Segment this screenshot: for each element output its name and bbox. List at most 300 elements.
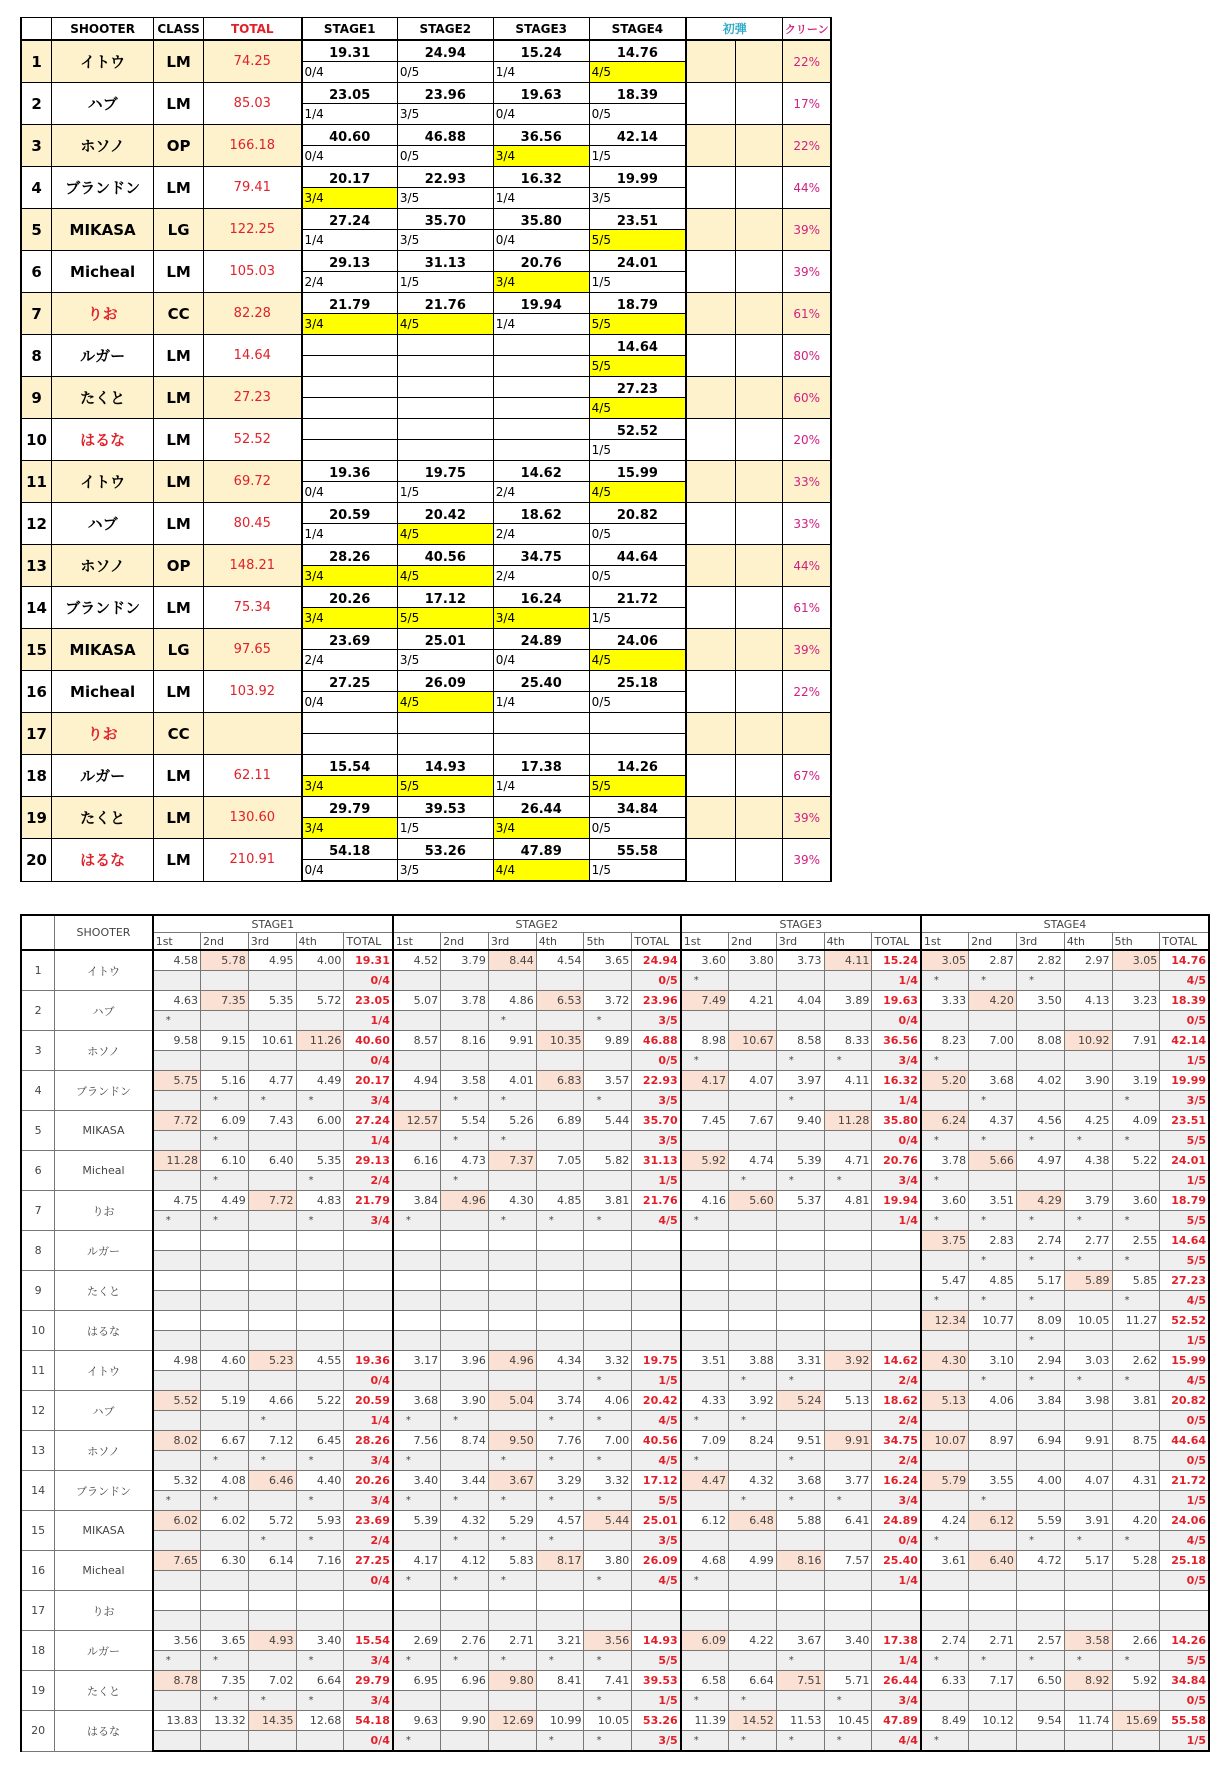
stage-result: 2/4 — [872, 1411, 921, 1431]
shot-mark — [153, 1051, 201, 1071]
stage-hits: 1/5 — [589, 860, 686, 882]
shot-mark: * — [776, 1371, 824, 1391]
shot-time: 5.88 — [776, 1511, 824, 1531]
shot-time: 9.63 — [393, 1711, 441, 1731]
shot-mark — [200, 1611, 248, 1631]
shot-time: 4.83 — [296, 1191, 344, 1211]
shot-time: 4.09 — [1112, 1111, 1160, 1131]
stage-total: 20.76 — [872, 1151, 921, 1171]
stage-time: 46.88 — [397, 125, 493, 146]
shot-time: 7.35 — [200, 1671, 248, 1691]
total-time: 210.91 — [204, 839, 302, 882]
stage-total: 17.38 — [872, 1631, 921, 1651]
shot-time: 4.97 — [1016, 1151, 1064, 1171]
stage-time: 14.64 — [589, 335, 686, 356]
shot-mark — [393, 1531, 441, 1551]
stage-result: 3/5 — [632, 1731, 681, 1752]
stage-total: 27.24 — [344, 1111, 393, 1131]
shot-time: 10.77 — [969, 1311, 1017, 1331]
stage-time: 20.59 — [302, 503, 398, 524]
shot-time: 3.65 — [584, 950, 632, 971]
shot-mark — [1112, 1451, 1160, 1471]
shot-mark — [536, 1611, 584, 1631]
shot-mark — [248, 1211, 296, 1231]
shot-mark — [921, 1251, 969, 1271]
stage-time: 14.62 — [493, 461, 589, 482]
stage-time: 53.26 — [397, 839, 493, 860]
first-shot-a — [686, 83, 735, 125]
shot-mark: * — [969, 1251, 1017, 1271]
stage-result: 0/4 — [344, 1051, 393, 1071]
shot-time — [681, 1591, 729, 1611]
shot-time: 7.00 — [969, 1031, 1017, 1051]
clean-rate: 33% — [783, 461, 831, 503]
shot-time: 5.93 — [296, 1511, 344, 1531]
stage-result: 4/5 — [632, 1211, 681, 1231]
header-shot: 4th — [1064, 933, 1112, 951]
stage-result: 3/4 — [872, 1691, 921, 1711]
shot-time — [969, 1591, 1017, 1611]
stage-time: 52.52 — [589, 419, 686, 440]
stage-total — [632, 1311, 681, 1331]
row-number: 16 — [21, 1551, 55, 1591]
stage-result: 5/5 — [632, 1491, 681, 1511]
shot-time: 7.05 — [536, 1151, 584, 1171]
first-shot-a — [686, 755, 735, 797]
stage-hits — [302, 734, 398, 755]
stage-time: 29.79 — [302, 797, 398, 818]
shot-mark — [153, 1451, 201, 1471]
shot-mark — [296, 1411, 344, 1431]
detail-row-marks — [21, 1611, 1209, 1631]
shot-mark: * — [921, 1131, 969, 1151]
shot-time: 3.60 — [681, 950, 729, 971]
shot-mark — [1016, 1571, 1064, 1591]
row-number: 11 — [21, 1351, 55, 1391]
stage-result: 5/5 — [632, 1651, 681, 1671]
shot-mark: * — [153, 1651, 201, 1671]
stage-total: 15.99 — [1160, 1351, 1209, 1371]
stage-result: 3/4 — [872, 1051, 921, 1071]
header-clean: クリーン — [783, 18, 831, 41]
shot-mark — [393, 1331, 441, 1351]
stage-total: 19.31 — [344, 950, 393, 971]
shot-time: 4.73 — [441, 1151, 489, 1171]
shot-mark: * — [681, 971, 729, 991]
shot-mark — [969, 1411, 1017, 1431]
summary-row — [21, 713, 831, 734]
stage-hits: 0/4 — [302, 692, 398, 713]
shot-mark — [1112, 1051, 1160, 1071]
row-number: 15 — [21, 629, 52, 671]
shot-time: 8.78 — [153, 1671, 201, 1691]
shot-time: 4.00 — [1016, 1471, 1064, 1491]
detail-row-marks — [21, 1571, 1209, 1591]
shot-time: 7.76 — [536, 1431, 584, 1451]
stage-time: 25.01 — [397, 629, 493, 650]
shooter-name: ルガー — [52, 755, 154, 797]
first-shot-b — [735, 713, 783, 755]
shot-mark: * — [1016, 1211, 1064, 1231]
shot-time: 5.20 — [921, 1071, 969, 1091]
header-shot: 4th — [536, 933, 584, 951]
shot-mark — [1016, 1171, 1064, 1191]
first-shot-a — [686, 797, 735, 839]
shot-time: 8.57 — [393, 1031, 441, 1051]
shot-time: 8.58 — [776, 1031, 824, 1051]
shot-time: 3.81 — [584, 1191, 632, 1211]
shot-time: 5.07 — [393, 991, 441, 1011]
clean-rate: 39% — [783, 629, 831, 671]
shot-mark: * — [1064, 1531, 1112, 1551]
stage-hits — [397, 398, 493, 419]
row-number: 2 — [21, 991, 55, 1031]
shot-time — [921, 1591, 969, 1611]
shot-time: 3.10 — [969, 1351, 1017, 1371]
shot-time: 4.86 — [488, 991, 536, 1011]
stage-time — [302, 335, 398, 356]
shot-time: 5.28 — [1112, 1551, 1160, 1571]
shot-mark: * — [969, 1211, 1017, 1231]
stage-hits: 0/5 — [589, 818, 686, 839]
header-shot: 1st — [681, 933, 729, 951]
shot-time: 9.51 — [776, 1431, 824, 1451]
shot-mark — [393, 1091, 441, 1111]
stage-hits: 3/5 — [589, 188, 686, 209]
shot-time: 3.19 — [1112, 1071, 1160, 1091]
total-time: 103.92 — [204, 671, 302, 713]
shot-mark: * — [584, 1011, 632, 1031]
shot-time: 5.66 — [969, 1151, 1017, 1171]
total-time: 85.03 — [204, 83, 302, 125]
shot-mark — [1064, 1451, 1112, 1471]
stage-hits: 1/4 — [302, 230, 398, 251]
shot-time: 6.09 — [681, 1631, 729, 1651]
shot-mark: * — [584, 1371, 632, 1391]
shot-mark — [200, 1291, 248, 1311]
shot-mark: * — [296, 1451, 344, 1471]
shot-time — [584, 1271, 632, 1291]
shot-mark: * — [1112, 1211, 1160, 1231]
shot-time: 5.23 — [248, 1351, 296, 1371]
stage-hits: 4/5 — [589, 482, 686, 503]
summary-row — [21, 419, 831, 440]
stage-total — [1160, 1591, 1209, 1611]
header-stage-total: TOTAL — [1160, 933, 1209, 951]
shot-mark — [200, 1051, 248, 1071]
shot-time: 5.59 — [1016, 1511, 1064, 1531]
shot-mark: * — [584, 1211, 632, 1231]
detail-row-marks — [21, 1131, 1209, 1151]
shot-time: 7.41 — [584, 1671, 632, 1691]
shot-time: 6.40 — [969, 1551, 1017, 1571]
shot-time: 11.39 — [681, 1711, 729, 1731]
stage-time: 26.09 — [397, 671, 493, 692]
shot-mark: * — [488, 1531, 536, 1551]
stage-time: 19.75 — [397, 461, 493, 482]
shot-mark: * — [1112, 1371, 1160, 1391]
shot-mark: * — [1016, 1131, 1064, 1151]
stage-total: 20.26 — [344, 1471, 393, 1491]
summary-row — [21, 40, 831, 62]
shot-mark: * — [681, 1731, 729, 1752]
stage-hits: 5/5 — [589, 356, 686, 377]
shot-mark — [1016, 1051, 1064, 1071]
shot-mark — [200, 1011, 248, 1031]
shot-mark: * — [1016, 1651, 1064, 1671]
shot-time: 8.74 — [441, 1431, 489, 1451]
shooter-name: たくと — [52, 797, 154, 839]
shot-time: 7.72 — [153, 1111, 201, 1131]
shot-mark — [248, 1251, 296, 1271]
shot-time: 9.91 — [488, 1031, 536, 1051]
shot-mark — [248, 1371, 296, 1391]
shot-time: 3.51 — [681, 1351, 729, 1371]
row-number: 14 — [21, 587, 52, 629]
summary-row — [21, 545, 831, 566]
stage-total: 25.01 — [632, 1511, 681, 1531]
stage-hits: 4/4 — [493, 860, 589, 882]
clean-rate: 61% — [783, 293, 831, 335]
shot-mark — [441, 971, 489, 991]
row-number: 16 — [21, 671, 52, 713]
shooter-class: LG — [154, 209, 204, 251]
row-number: 2 — [21, 83, 52, 125]
stage-time: 19.63 — [493, 83, 589, 104]
shot-time: 4.11 — [824, 1071, 872, 1091]
shot-mark — [681, 1331, 729, 1351]
stage-hits: 0/5 — [589, 692, 686, 713]
summary-row — [21, 83, 831, 104]
shot-mark — [393, 1051, 441, 1071]
shot-time: 5.92 — [681, 1151, 729, 1171]
shot-mark — [296, 1371, 344, 1391]
shot-mark — [153, 1251, 201, 1271]
stage-hits: 0/4 — [302, 62, 398, 83]
shot-time: 11.27 — [1112, 1311, 1160, 1331]
detail-row — [21, 1471, 1209, 1491]
shot-mark — [296, 1291, 344, 1311]
shot-mark — [776, 1531, 824, 1551]
stage-hits: 3/5 — [397, 104, 493, 125]
first-shot-a — [686, 251, 735, 293]
shot-mark — [824, 1291, 872, 1311]
stage-hits: 3/4 — [302, 818, 398, 839]
shot-time: 4.99 — [729, 1551, 777, 1571]
shot-mark — [200, 1531, 248, 1551]
shot-mark: * — [776, 1491, 824, 1511]
shot-time: 4.63 — [153, 991, 201, 1011]
detail-row-marks — [21, 1531, 1209, 1551]
shot-time: 3.29 — [536, 1471, 584, 1491]
shot-time: 10.07 — [921, 1431, 969, 1451]
stage-hits: 3/5 — [397, 188, 493, 209]
shooter-name: たくと — [52, 377, 154, 419]
shot-time — [536, 1231, 584, 1251]
shot-time: 6.16 — [393, 1151, 441, 1171]
shot-time: 4.49 — [200, 1191, 248, 1211]
shot-time: 8.75 — [1112, 1431, 1160, 1451]
shot-mark — [441, 1451, 489, 1471]
stage-time — [397, 713, 493, 734]
shot-mark: * — [200, 1091, 248, 1111]
shot-time: 4.37 — [969, 1111, 1017, 1131]
shot-mark — [536, 1051, 584, 1071]
total-time: 27.23 — [204, 377, 302, 419]
shot-mark — [393, 1251, 441, 1271]
total-time: 148.21 — [204, 545, 302, 587]
shot-mark: * — [200, 1131, 248, 1151]
shot-mark — [153, 1171, 201, 1191]
shot-mark — [969, 1571, 1017, 1591]
stage-time: 18.62 — [493, 503, 589, 524]
shot-mark: * — [1112, 1091, 1160, 1111]
stage-time: 20.26 — [302, 587, 398, 608]
shot-mark: * — [729, 1411, 777, 1431]
shot-time: 5.24 — [776, 1391, 824, 1411]
shot-mark — [536, 971, 584, 991]
shot-time: 4.55 — [296, 1351, 344, 1371]
shot-time — [824, 1311, 872, 1331]
shot-mark — [1064, 1291, 1112, 1311]
shot-mark — [153, 1571, 201, 1591]
shooter-class: LG — [154, 629, 204, 671]
shot-time: 5.44 — [584, 1111, 632, 1131]
shot-time: 8.24 — [729, 1431, 777, 1451]
shot-mark — [584, 1611, 632, 1631]
row-number: 20 — [21, 1711, 55, 1752]
shot-mark: * — [1064, 1131, 1112, 1151]
shot-mark — [681, 1291, 729, 1311]
shot-mark — [441, 1371, 489, 1391]
shot-mark — [921, 1331, 969, 1351]
stage-result: 3/5 — [632, 1531, 681, 1551]
shot-time: 3.74 — [536, 1391, 584, 1411]
shot-time — [248, 1271, 296, 1291]
shot-time — [296, 1271, 344, 1291]
shot-mark — [536, 1331, 584, 1351]
shooter-name: はるな — [55, 1711, 153, 1752]
shot-time: 13.83 — [153, 1711, 201, 1731]
shot-mark: * — [729, 1171, 777, 1191]
row-number: 13 — [21, 1431, 55, 1471]
stage-total: 20.17 — [344, 1071, 393, 1091]
shot-time: 7.09 — [681, 1431, 729, 1451]
shot-mark: * — [296, 1091, 344, 1111]
shot-time: 3.56 — [584, 1631, 632, 1651]
shot-mark — [153, 1371, 201, 1391]
first-shot-a — [686, 40, 735, 83]
shot-time: 9.91 — [1064, 1431, 1112, 1451]
stage-result: 4/5 — [1160, 1371, 1209, 1391]
shot-time: 3.32 — [584, 1351, 632, 1371]
shot-time — [488, 1591, 536, 1611]
shot-mark — [153, 1531, 201, 1551]
first-shot-a — [686, 503, 735, 545]
shot-time: 4.32 — [729, 1471, 777, 1491]
stage-total: 14.62 — [872, 1351, 921, 1371]
shot-mark — [729, 1531, 777, 1551]
shot-time: 4.30 — [488, 1191, 536, 1211]
stage-hits: 5/5 — [589, 314, 686, 335]
shot-time: 2.82 — [1016, 950, 1064, 971]
shot-mark — [729, 1571, 777, 1591]
shot-time: 4.07 — [1064, 1471, 1112, 1491]
stage-result: 1/5 — [632, 1171, 681, 1191]
row-number: 10 — [21, 1311, 55, 1351]
stage-result: 0/4 — [344, 1371, 393, 1391]
shot-mark — [921, 1091, 969, 1111]
shot-time: 4.74 — [729, 1151, 777, 1171]
stage-time — [493, 419, 589, 440]
shot-mark — [488, 1051, 536, 1071]
shot-mark — [1112, 1011, 1160, 1031]
stage-time: 29.13 — [302, 251, 398, 272]
shooter-name: ホソノ — [52, 125, 154, 167]
stage-time — [302, 419, 398, 440]
shot-mark — [1016, 1451, 1064, 1471]
shot-mark: * — [441, 1491, 489, 1511]
total-time: 14.64 — [204, 335, 302, 377]
shot-mark — [488, 1251, 536, 1271]
shot-mark — [393, 1131, 441, 1151]
shot-time: 3.90 — [441, 1391, 489, 1411]
summary-table — [20, 17, 832, 882]
shot-time: 5.17 — [1016, 1271, 1064, 1291]
stage-hits — [302, 440, 398, 461]
shooter-class: CC — [154, 713, 204, 755]
shot-time: 4.29 — [1016, 1191, 1064, 1211]
shot-time: 4.47 — [681, 1471, 729, 1491]
stage-hits: 1/5 — [397, 818, 493, 839]
stage-total: 40.56 — [632, 1431, 681, 1451]
shot-time — [1112, 1591, 1160, 1611]
shot-time: 7.65 — [153, 1551, 201, 1571]
shot-time: 7.45 — [681, 1111, 729, 1131]
total-time: 74.25 — [204, 40, 302, 83]
shot-mark: * — [393, 1411, 441, 1431]
shot-time: 4.04 — [776, 991, 824, 1011]
shot-time: 2.66 — [1112, 1631, 1160, 1651]
stage-total: 29.79 — [344, 1671, 393, 1691]
stage-total: 15.54 — [344, 1631, 393, 1651]
shot-mark — [1112, 1171, 1160, 1191]
shot-time: 7.91 — [1112, 1031, 1160, 1051]
first-shot-a — [686, 545, 735, 587]
shot-time: 3.91 — [1064, 1511, 1112, 1531]
detail-row — [21, 991, 1209, 1011]
stage-hits: 3/4 — [302, 608, 398, 629]
stage-total: 25.40 — [872, 1551, 921, 1571]
stage-hits: 3/4 — [493, 272, 589, 293]
shot-time — [536, 1271, 584, 1291]
shooter-name: はるな — [55, 1311, 153, 1351]
shooter-class: LM — [154, 40, 204, 83]
stage-result: 4/5 — [1160, 1291, 1209, 1311]
stage-time: 23.96 — [397, 83, 493, 104]
shot-mark: * — [441, 1411, 489, 1431]
stage-total — [344, 1231, 393, 1251]
shot-mark: * — [584, 1651, 632, 1671]
stage-total: 47.89 — [872, 1711, 921, 1731]
clean-rate: 67% — [783, 755, 831, 797]
stage-hits — [302, 398, 398, 419]
shot-mark: * — [584, 1091, 632, 1111]
shooter-name: りお — [52, 293, 154, 335]
stage-time: 34.84 — [589, 797, 686, 818]
shot-time: 7.35 — [200, 991, 248, 1011]
shot-mark: * — [1112, 1131, 1160, 1151]
